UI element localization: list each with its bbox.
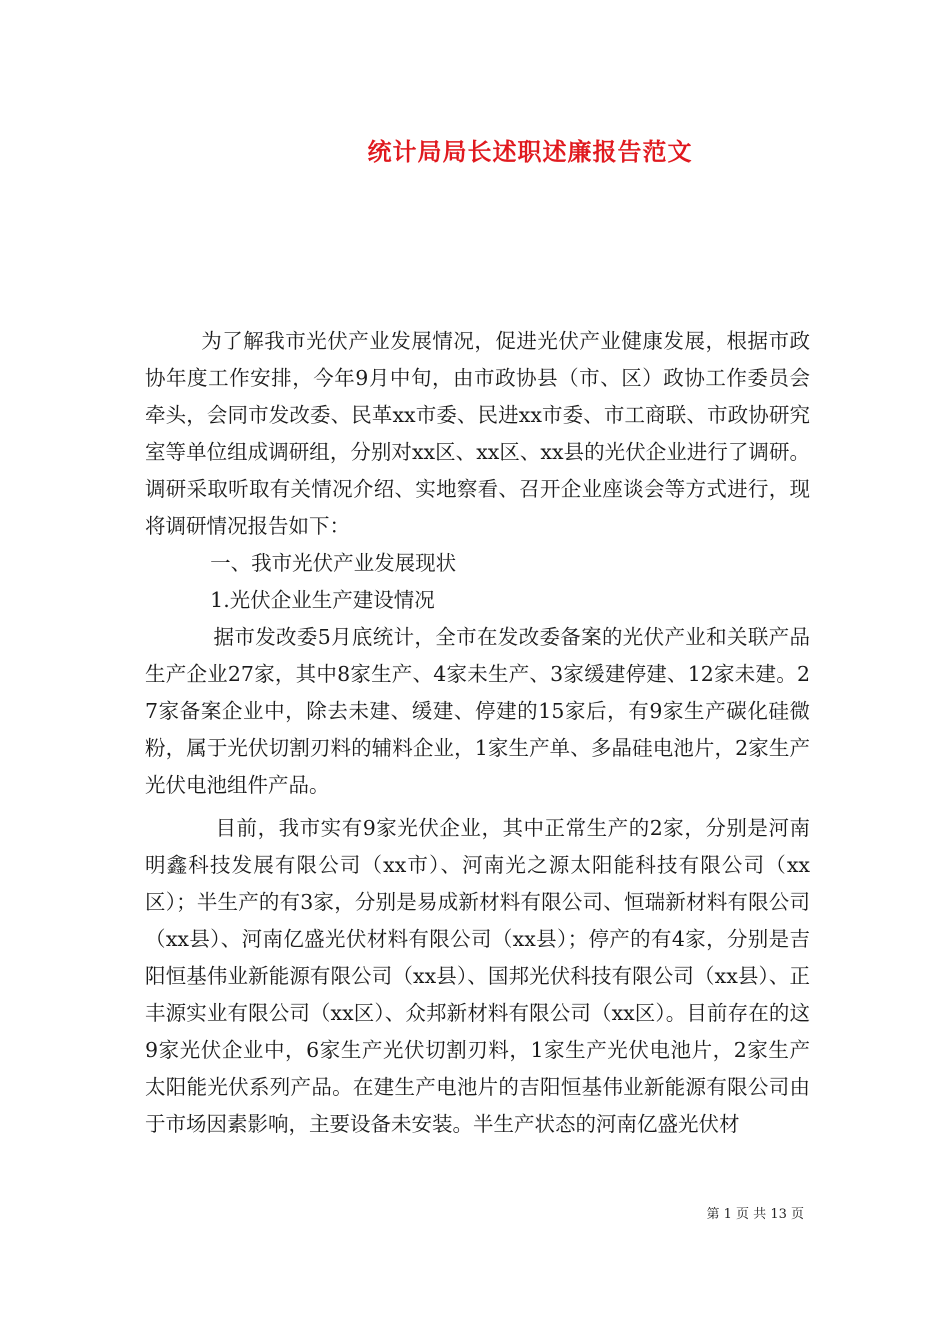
subsection-heading: 1.光伏企业生产建设情况 — [145, 588, 435, 612]
document-body — [145, 323, 810, 1143]
paragraph-statistics: 据市发改委5月底统计，全市在发改委备案的光伏产业和关联产品生产企业27家，其中8家生产、4家未生产、3家缓建停建、12家未建。27家备案企业中，除去未建、缓建、停建的15家后，有9家生产碳化硅微粉，属于光伏切割刃料的辅料企业，1家生产单、多晶硅电池片，2家生产光伏电池组件产品。 — [145, 625, 810, 797]
paragraph-intro: 为了解我市光伏产业发展情况，促进光伏产业健康发展，根据市政协年度工作安排，今年9月中旬，由市政协县（市、区）政协工作委员会牵头，会同市发改委、民革xx市委、民进xx市委、市工商联、市政协研究室等单位组成调研组，分别对xx区、xx区、xx县的光伏企业进行了调研。调研采取听取有关情况介绍、实地察看、召开企业座谈会等方式进行，现将调研情况报告如下： — [145, 329, 810, 538]
document-title: 统计局局长述职述廉报告范文 — [367, 137, 693, 166]
paragraph-current-status: 目前，我市实有9家光伏企业，其中正常生产的2家，分别是河南明鑫科技发展有限公司（xx市）、河南光之源太阳能科技有限公司（xx区）；半生产的有3家，分别是易成新材料有限公司、恒瑞新材料有限公司（xx县）、河南亿盛光伏材料有限公司（xx县）；停产的有4家，分别是吉阳恒基伟业新能源有限公司（xx县）、国邦光伏科技有限公司（xx县）、正丰源实业有限公司（xx区）、众邦新材料有限公司（xx区）。目前存在的这9家光伏企业中，6家生产光伏切割刃料，1家生产光伏电池片，2家生产太阳能光伏系列产品。在建生产电池片的吉阳恒基伟业新能源有限公司由于市场因素影响，主要设备未安装。半生产状态的河南亿盛光伏材 — [145, 816, 810, 1136]
section-heading: 一、我市光伏产业发展现状 — [145, 551, 457, 575]
page-number: 第 1 页 共 13 页 — [706, 1207, 804, 1222]
